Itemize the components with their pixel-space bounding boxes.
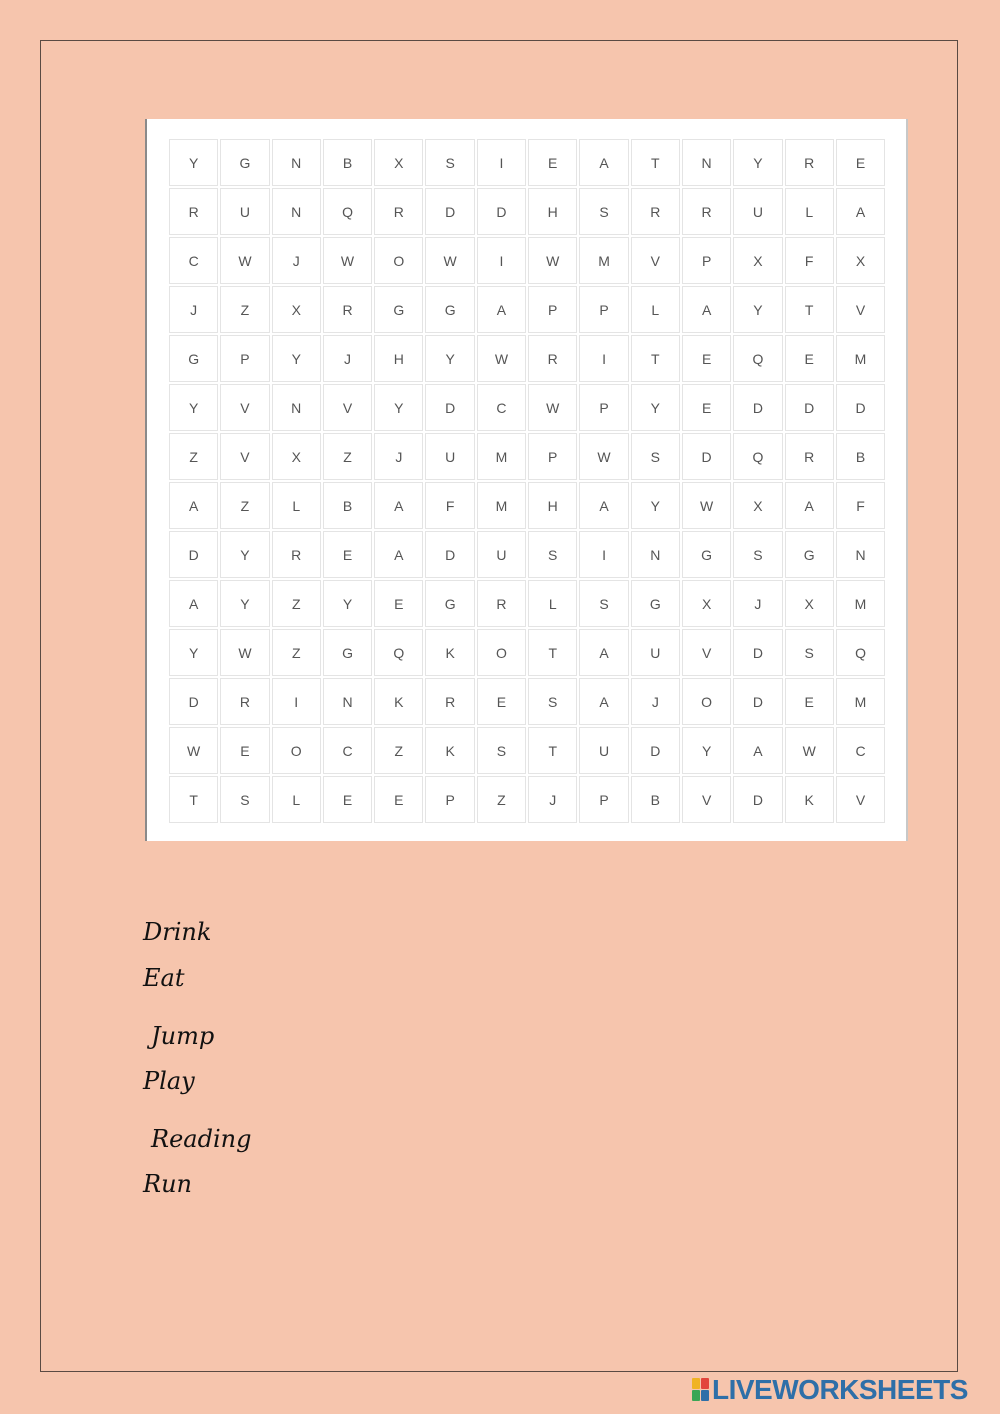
grid-cell: G xyxy=(323,629,372,676)
grid-cell: F xyxy=(785,237,834,284)
grid-cell: B xyxy=(323,482,372,529)
grid-cell: X xyxy=(785,580,834,627)
grid-cell: D xyxy=(733,629,782,676)
grid-cell: Z xyxy=(272,629,321,676)
grid-cell: Y xyxy=(631,482,680,529)
liveworksheets-logo xyxy=(692,1373,968,1407)
word-item: Drink xyxy=(143,918,212,946)
grid-cell: N xyxy=(272,384,321,431)
grid-cell: X xyxy=(682,580,731,627)
grid-cell: H xyxy=(528,482,577,529)
grid-cell: V xyxy=(682,776,731,823)
grid-cell: Z xyxy=(169,433,218,480)
grid-cell: T xyxy=(631,335,680,382)
grid-cell: V xyxy=(836,286,885,333)
grid-cell: D xyxy=(477,188,526,235)
grid-cell: I xyxy=(579,335,628,382)
grid-cell: X xyxy=(733,482,782,529)
grid-cell: A xyxy=(836,188,885,235)
grid-cell: Q xyxy=(733,335,782,382)
grid-cell: X xyxy=(733,237,782,284)
grid-cell: W xyxy=(169,727,218,774)
grid-cell: S xyxy=(579,188,628,235)
grid-cell: J xyxy=(374,433,423,480)
grid-cell: W xyxy=(682,482,731,529)
grid-cell: F xyxy=(836,482,885,529)
grid-cell: U xyxy=(425,433,474,480)
grid-cell: Z xyxy=(220,286,269,333)
grid-cell: O xyxy=(272,727,321,774)
grid-cell: K xyxy=(425,727,474,774)
grid-cell: B xyxy=(323,139,372,186)
grid-cell: C xyxy=(169,237,218,284)
grid-cell: I xyxy=(579,531,628,578)
grid-cell: G xyxy=(374,286,423,333)
grid-cell: U xyxy=(631,629,680,676)
grid-cell: E xyxy=(323,531,372,578)
grid-cell: J xyxy=(733,580,782,627)
grid-cell: D xyxy=(169,531,218,578)
grid-cell: C xyxy=(323,727,372,774)
grid-cell: R xyxy=(272,531,321,578)
grid-cell: E xyxy=(374,580,423,627)
grid-cell: J xyxy=(631,678,680,725)
grid-cell: P xyxy=(579,286,628,333)
grid-cell: Y xyxy=(220,580,269,627)
grid-cell: S xyxy=(631,433,680,480)
grid-cell: V xyxy=(323,384,372,431)
grid-cell: N xyxy=(682,139,731,186)
grid-cell: X xyxy=(272,286,321,333)
grid-cell: Y xyxy=(733,139,782,186)
grid-cell: J xyxy=(169,286,218,333)
grid-cell: B xyxy=(836,433,885,480)
grid-cell: Z xyxy=(272,580,321,627)
grid-cell: A xyxy=(785,482,834,529)
grid-cell: J xyxy=(323,335,372,382)
grid-cell: Z xyxy=(220,482,269,529)
grid-cell: W xyxy=(528,384,577,431)
grid-cell: S xyxy=(579,580,628,627)
grid-cell: G xyxy=(631,580,680,627)
grid-cell: D xyxy=(425,531,474,578)
grid-cell: P xyxy=(528,433,577,480)
grid-cell: H xyxy=(528,188,577,235)
grid-cell: R xyxy=(528,335,577,382)
grid-cell: N xyxy=(272,188,321,235)
grid-cell: R xyxy=(169,188,218,235)
grid-cell: P xyxy=(220,335,269,382)
grid-cell: N xyxy=(323,678,372,725)
grid-cell: A xyxy=(733,727,782,774)
grid-cell: M xyxy=(477,482,526,529)
grid-cell: P xyxy=(425,776,474,823)
grid-cell: A xyxy=(579,482,628,529)
grid-cell: Y xyxy=(323,580,372,627)
grid-cell: Y xyxy=(631,384,680,431)
grid-cell: U xyxy=(579,727,628,774)
grid-cell: R xyxy=(425,678,474,725)
grid-cell: R xyxy=(785,433,834,480)
grid-cell: Z xyxy=(323,433,372,480)
grid-cell: Y xyxy=(733,286,782,333)
grid-cell: E xyxy=(528,139,577,186)
grid-cell: Y xyxy=(169,384,218,431)
grid-cell: E xyxy=(220,727,269,774)
grid-cell: N xyxy=(836,531,885,578)
grid-cell: A xyxy=(579,139,628,186)
grid-cell: L xyxy=(785,188,834,235)
grid-cell: G xyxy=(785,531,834,578)
grid-cell: T xyxy=(528,727,577,774)
letter-grid xyxy=(169,139,885,823)
word-item: Jump xyxy=(151,1022,215,1050)
word-item: Eat xyxy=(143,964,185,992)
grid-cell: W xyxy=(220,237,269,284)
grid-cell: L xyxy=(272,482,321,529)
grid-cell: G xyxy=(169,335,218,382)
grid-cell: Y xyxy=(220,531,269,578)
grid-cell: Q xyxy=(374,629,423,676)
grid-cell: D xyxy=(733,384,782,431)
grid-cell: K xyxy=(785,776,834,823)
grid-cell: D xyxy=(785,384,834,431)
grid-cell: E xyxy=(836,139,885,186)
grid-cell: T xyxy=(528,629,577,676)
grid-cell: S xyxy=(425,139,474,186)
grid-cell: F xyxy=(425,482,474,529)
logo-text: LIVEWORKSHEETS xyxy=(712,1374,968,1405)
grid-cell: D xyxy=(169,678,218,725)
grid-cell: U xyxy=(733,188,782,235)
grid-cell: R xyxy=(785,139,834,186)
grid-cell: E xyxy=(682,384,731,431)
grid-cell: A xyxy=(579,678,628,725)
word-search-puzzle xyxy=(145,119,908,841)
grid-cell: I xyxy=(272,678,321,725)
grid-cell: X xyxy=(272,433,321,480)
grid-cell: R xyxy=(682,188,731,235)
grid-cell: G xyxy=(220,139,269,186)
grid-cell: I xyxy=(477,237,526,284)
grid-cell: A xyxy=(374,531,423,578)
grid-cell: E xyxy=(785,678,834,725)
grid-cell: R xyxy=(631,188,680,235)
grid-cell: R xyxy=(220,678,269,725)
grid-cell: G xyxy=(425,580,474,627)
grid-cell: A xyxy=(374,482,423,529)
grid-cell: K xyxy=(425,629,474,676)
grid-cell: V xyxy=(682,629,731,676)
word-item: Reading xyxy=(151,1125,252,1153)
grid-cell: W xyxy=(528,237,577,284)
grid-cell: D xyxy=(733,776,782,823)
grid-cell: Q xyxy=(836,629,885,676)
grid-cell: A xyxy=(477,286,526,333)
grid-cell: V xyxy=(631,237,680,284)
grid-cell: P xyxy=(682,237,731,284)
grid-cell: S xyxy=(528,678,577,725)
grid-cell: W xyxy=(579,433,628,480)
grid-cell: V xyxy=(220,384,269,431)
grid-cell: V xyxy=(220,433,269,480)
grid-cell: D xyxy=(631,727,680,774)
grid-cell: V xyxy=(836,776,885,823)
grid-cell: L xyxy=(528,580,577,627)
grid-cell: Z xyxy=(477,776,526,823)
liveworksheets-logo-mark-icon xyxy=(692,1378,709,1402)
grid-cell: E xyxy=(682,335,731,382)
grid-cell: X xyxy=(374,139,423,186)
grid-cell: E xyxy=(477,678,526,725)
grid-cell: O xyxy=(682,678,731,725)
grid-cell: G xyxy=(682,531,731,578)
grid-cell: R xyxy=(374,188,423,235)
grid-cell: Y xyxy=(169,629,218,676)
grid-cell: B xyxy=(631,776,680,823)
grid-cell: O xyxy=(477,629,526,676)
grid-cell: M xyxy=(477,433,526,480)
grid-cell: U xyxy=(220,188,269,235)
grid-cell: C xyxy=(836,727,885,774)
grid-cell: D xyxy=(682,433,731,480)
grid-cell: D xyxy=(425,188,474,235)
grid-cell: Y xyxy=(425,335,474,382)
grid-cell: Z xyxy=(374,727,423,774)
grid-cell: T xyxy=(631,139,680,186)
grid-cell: S xyxy=(220,776,269,823)
grid-cell: Q xyxy=(323,188,372,235)
grid-cell: W xyxy=(425,237,474,284)
grid-cell: W xyxy=(785,727,834,774)
grid-cell: D xyxy=(836,384,885,431)
grid-cell: W xyxy=(323,237,372,284)
grid-cell: E xyxy=(374,776,423,823)
grid-cell: Y xyxy=(169,139,218,186)
word-item: Run xyxy=(143,1170,192,1198)
grid-cell: D xyxy=(425,384,474,431)
grid-cell: P xyxy=(579,384,628,431)
grid-cell: R xyxy=(323,286,372,333)
grid-cell: J xyxy=(528,776,577,823)
grid-cell: X xyxy=(836,237,885,284)
grid-cell: Y xyxy=(682,727,731,774)
grid-cell: M xyxy=(836,580,885,627)
grid-cell: S xyxy=(733,531,782,578)
grid-cell: E xyxy=(785,335,834,382)
grid-cell: C xyxy=(477,384,526,431)
grid-cell: L xyxy=(272,776,321,823)
grid-cell: Y xyxy=(272,335,321,382)
grid-cell: G xyxy=(425,286,474,333)
grid-cell: E xyxy=(323,776,372,823)
grid-cell: H xyxy=(374,335,423,382)
grid-cell: S xyxy=(785,629,834,676)
grid-cell: P xyxy=(579,776,628,823)
grid-cell: A xyxy=(682,286,731,333)
grid-cell: L xyxy=(631,286,680,333)
grid-cell: A xyxy=(579,629,628,676)
grid-cell: P xyxy=(528,286,577,333)
grid-cell: A xyxy=(169,580,218,627)
grid-cell: I xyxy=(477,139,526,186)
grid-cell: S xyxy=(477,727,526,774)
grid-cell: M xyxy=(836,335,885,382)
grid-cell: Y xyxy=(374,384,423,431)
grid-cell: W xyxy=(477,335,526,382)
grid-cell: A xyxy=(169,482,218,529)
grid-cell: T xyxy=(169,776,218,823)
grid-cell: J xyxy=(272,237,321,284)
grid-cell: T xyxy=(785,286,834,333)
grid-cell: W xyxy=(220,629,269,676)
grid-cell: K xyxy=(374,678,423,725)
grid-cell: O xyxy=(374,237,423,284)
grid-cell: R xyxy=(477,580,526,627)
word-item: Play xyxy=(143,1067,195,1095)
grid-cell: N xyxy=(631,531,680,578)
grid-cell: M xyxy=(836,678,885,725)
grid-cell: M xyxy=(579,237,628,284)
grid-cell: S xyxy=(528,531,577,578)
grid-cell: N xyxy=(272,139,321,186)
grid-cell: Q xyxy=(733,433,782,480)
grid-cell: U xyxy=(477,531,526,578)
grid-cell: D xyxy=(733,678,782,725)
